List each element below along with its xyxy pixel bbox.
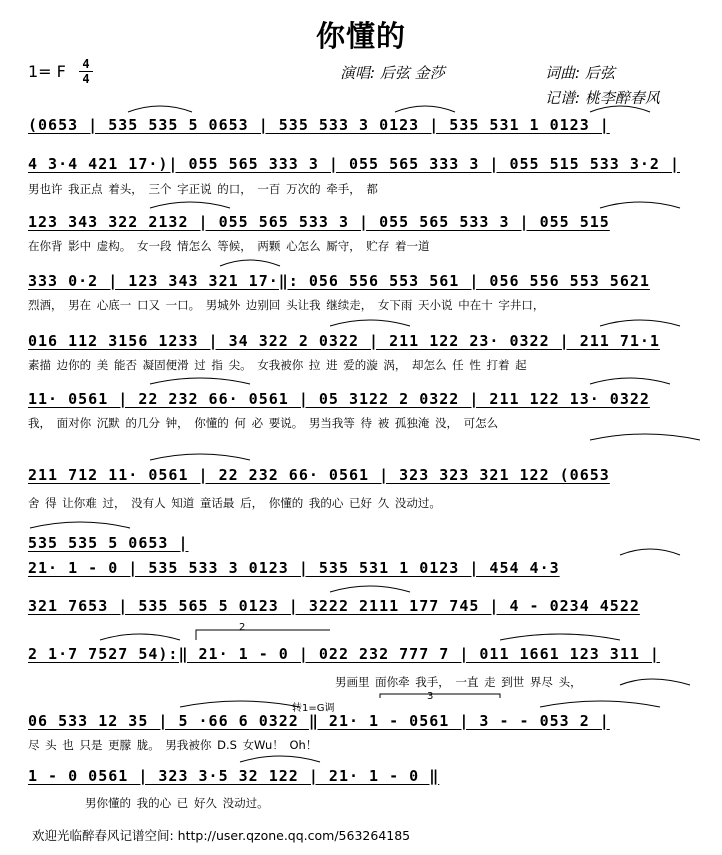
slur-arc [150,202,230,208]
slur-arc [100,634,180,640]
key-change-annotation: 转1=G调 [292,703,335,714]
lyrics-row: 我， 面对你 沉默 的几分 钟， 你懂的 何 必 要说。 男当我等 待 被 孤独淹 没， 可怎么 [28,416,499,430]
key-signature: 1= F [28,62,66,81]
lyrics-row: 在你背 影中 虚构。 女一段 情怎么 等候， 两颗 心怎么 厮守， 贮存 着一道 [28,239,430,253]
slur-arc [500,634,620,640]
notation-row: 211 712 11· 0561 | 22 232 66· 0561 | 323 323 321 122 (0653 [28,466,610,484]
volta-number: 2 [239,622,246,633]
slur-arc [330,320,410,326]
notation-row: 016 112 3156 1233 | 34 322 2 0322 | 211 122 23· 0322 | 211 71·1 [28,332,660,350]
lyrics-row: 尽 头 也 只是 更朦 胧。 男我被你 D.S 女Wu！ Oh！ [28,738,318,752]
notation-row: 2 1·7 7527 54):‖ 21· 1 - 0 | 022 232 777 7 | 011 1661 123 311 | [28,645,660,663]
notation-row: 4 3·4 421 17·)| 055 565 333 3 | 055 565 333 3 | 055 515 533 3·2 | [28,155,680,173]
time-signature-top: 4 [82,57,90,71]
slur-arc [395,106,455,112]
slur-arc [620,549,680,555]
slur-arc [600,320,680,326]
lyrics-row: 素描 边你的 美 能否 凝固便滑 过 指 尖。 女我被你 拉 进 爱的漩 涡， 却怎么 任 性 打着 起 [28,358,527,372]
slur-arc [590,434,700,440]
slur-arc [180,701,300,707]
slur-arc [150,378,250,384]
notation-row: 1 - 0 0561 | 323 3·5 32 122 | 21· 1 - 0 ‖ [28,767,440,785]
triplet-number: 3 [427,691,434,702]
notation-row: 11· 0561 | 22 232 66· 0561 | 05 3122 2 0322 | 211 122 13· 0322 [28,390,650,408]
lyrics-row: 舍 得 让你难 过， 没有人 知道 童话最 后， 你懂的 我的心 已好 久 没动过。 [28,496,441,510]
notation-row: (0653 | 535 535 5 0653 | 535 533 3 0123 | 535 531 1 0123 | [28,116,610,134]
lyrics-row: 男也许 我正点 着头， 三个 字正说 的口， 一百 万次的 牵手， 都 [28,182,378,196]
lyrics-row: 男你懂的 我的心 已 好久 没动过。 [85,796,269,810]
notation-row: 333 0·2 | 123 343 321 17·‖: 056 556 553 561 | 056 556 553 5621 [28,272,650,290]
slur-arc [330,586,410,592]
footer-text: 欢迎光临醉春风记谱空间: http://user.qzone.qq.com/563264185 [32,828,411,843]
notation-row: 06 533 12 35 | 5 ·66 6 0322 ‖ 21· 1 - 0561 | 3 - - 053 2 | [28,712,610,730]
slur-arc [30,522,130,528]
lyrics-row: 烈酒， 男在 心底一 口又 一口。 男城外 边别回 头让我 继续走， 女下雨 天小说 中在十 字井口， [28,298,545,312]
slur-arc [240,756,320,762]
triplet-bracket [380,694,500,698]
song-title: 你懂的 [315,19,406,53]
slur-arc [220,260,280,266]
slur-arc [590,378,670,384]
lyrics-row: 男画里 面你牵 我手， 一直 走 到世 界尽 头， [335,675,582,689]
slur-arc [600,202,680,208]
time-signature-bottom: 4 [82,72,90,86]
transcriber: 记谱: 桃李醉春风 [545,89,660,107]
slur-arc [150,454,250,460]
time-signature [79,58,93,85]
notation-row: 535 535 5 0653 | [28,534,189,552]
notation-row: 123 343 322 2132 | 055 565 533 3 | 055 565 533 3 | 055 515 [28,213,610,231]
notation-row: 321 7653 | 535 565 5 0123 | 3222 2111 177 745 | 4 - 0234 4522 [28,597,640,615]
singers: 演唱: 后弦 金莎 [340,64,445,82]
volta-bracket [196,630,330,640]
slur-arc [540,701,660,707]
notation-row: 21· 1 - 0 | 535 533 3 0123 | 535 531 1 0123 | 454 4·3 [28,559,560,577]
lyricist-composer: 词曲: 后弦 [545,64,615,82]
slur-arc [128,106,192,112]
